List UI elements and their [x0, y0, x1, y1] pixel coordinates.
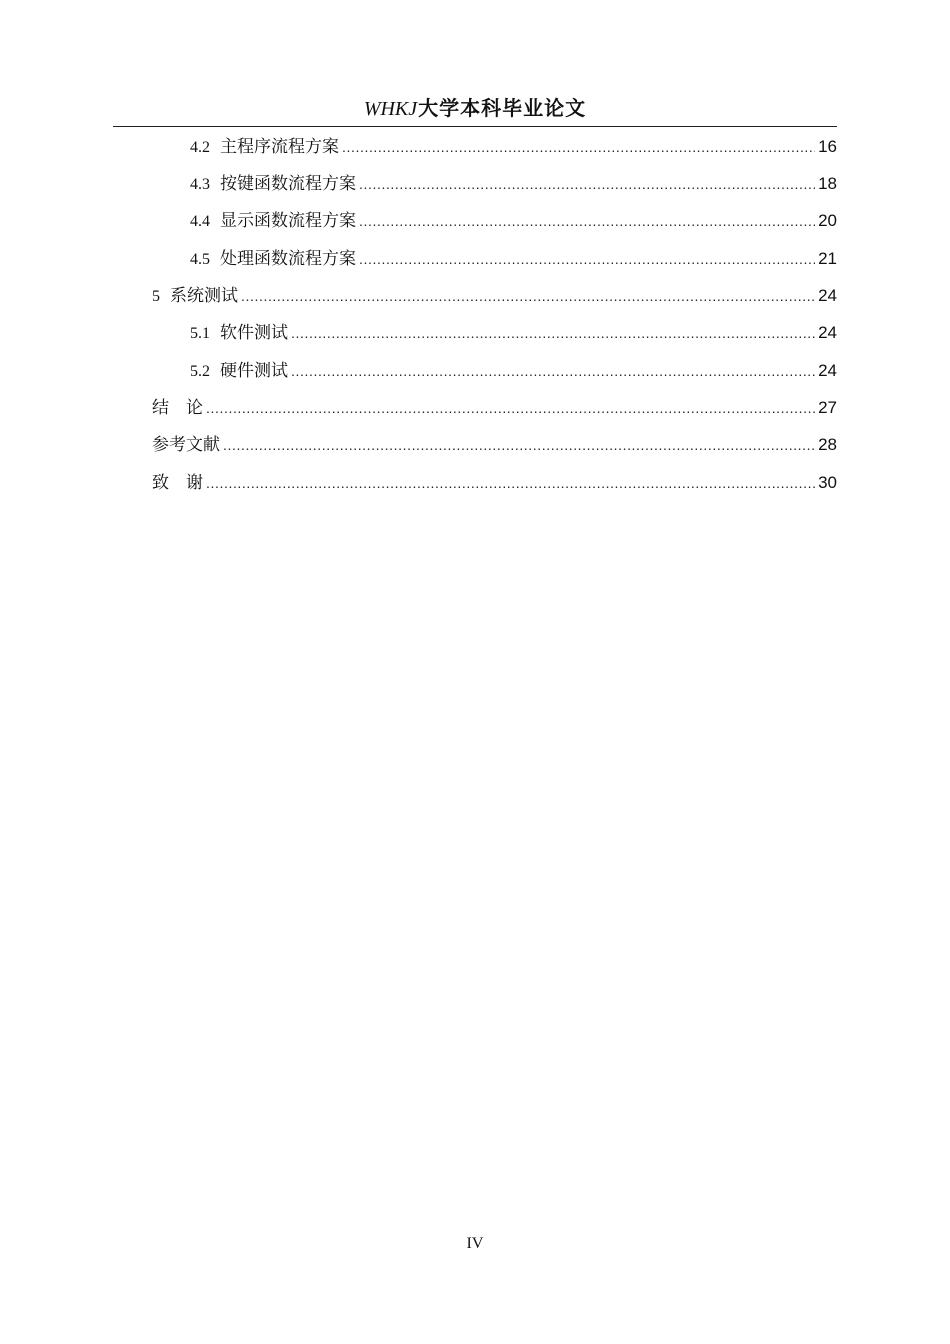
toc-entry[interactable] — [152, 471, 837, 495]
page-number: IV — [466, 1235, 484, 1252]
toc-entry[interactable] — [152, 284, 837, 308]
toc-entry-title: 软件测试 — [220, 323, 288, 343]
toc-entry[interactable] — [190, 172, 837, 196]
toc-entry[interactable] — [190, 247, 837, 271]
toc-entry-page: 24 — [818, 361, 837, 380]
toc-entry-title: 参考文献 — [152, 435, 220, 455]
toc-entry-number: 4.3 — [190, 176, 210, 193]
header-title: 大学本科毕业论文 — [418, 96, 587, 120]
toc-entry[interactable] — [190, 359, 837, 383]
toc-dot-leader — [241, 284, 815, 308]
toc-entry-page: 24 — [818, 323, 837, 342]
toc-entry-page: 20 — [818, 211, 837, 230]
toc-dot-leader — [206, 396, 815, 420]
toc-dot-leader — [359, 209, 815, 233]
toc-entry-title: 按键函数流程方案 — [220, 174, 356, 194]
toc-entry-page: 27 — [818, 398, 837, 417]
toc-dot-leader — [342, 135, 815, 159]
toc-entry-number: 5 — [152, 288, 160, 305]
toc-entry-number: 5.1 — [190, 325, 210, 342]
toc-entry[interactable] — [190, 321, 837, 345]
toc-entry-number: 5.2 — [190, 363, 210, 380]
toc-entry-number: 4.5 — [190, 251, 210, 268]
toc-entry-page: 16 — [818, 137, 837, 156]
toc-dot-leader — [359, 172, 815, 196]
toc-entry-title: 结 论 — [152, 398, 203, 418]
toc-dot-leader — [206, 471, 815, 495]
header-university-code: WHKJ — [363, 98, 418, 120]
toc-entry-page: 18 — [818, 174, 837, 193]
toc-entry-title: 处理函数流程方案 — [220, 249, 356, 269]
toc-dot-leader — [359, 247, 815, 271]
toc-dot-leader — [223, 433, 815, 457]
toc-dot-leader — [291, 321, 815, 345]
toc-entry-title: 致 谢 — [152, 473, 203, 493]
toc-entry-page: 21 — [818, 249, 837, 268]
toc-entry-page: 28 — [818, 435, 837, 454]
toc-entry[interactable] — [152, 433, 837, 457]
toc-entry[interactable] — [152, 396, 837, 420]
toc-entry-title: 主程序流程方案 — [220, 137, 339, 157]
toc-entry-page: 30 — [818, 473, 837, 492]
toc-dot-leader — [291, 359, 815, 383]
toc-entry-title: 显示函数流程方案 — [220, 211, 356, 231]
toc-entry[interactable] — [190, 209, 837, 233]
toc-entry-number: 4.2 — [190, 139, 210, 156]
header-rule — [113, 126, 837, 127]
running-header — [0, 92, 950, 121]
toc-entry-page: 24 — [818, 286, 837, 305]
toc-entry[interactable] — [190, 135, 837, 159]
toc-entry-title: 系统测试 — [170, 286, 238, 306]
toc-entry-title: 硬件测试 — [220, 361, 288, 381]
toc-entry-number: 4.4 — [190, 213, 210, 230]
